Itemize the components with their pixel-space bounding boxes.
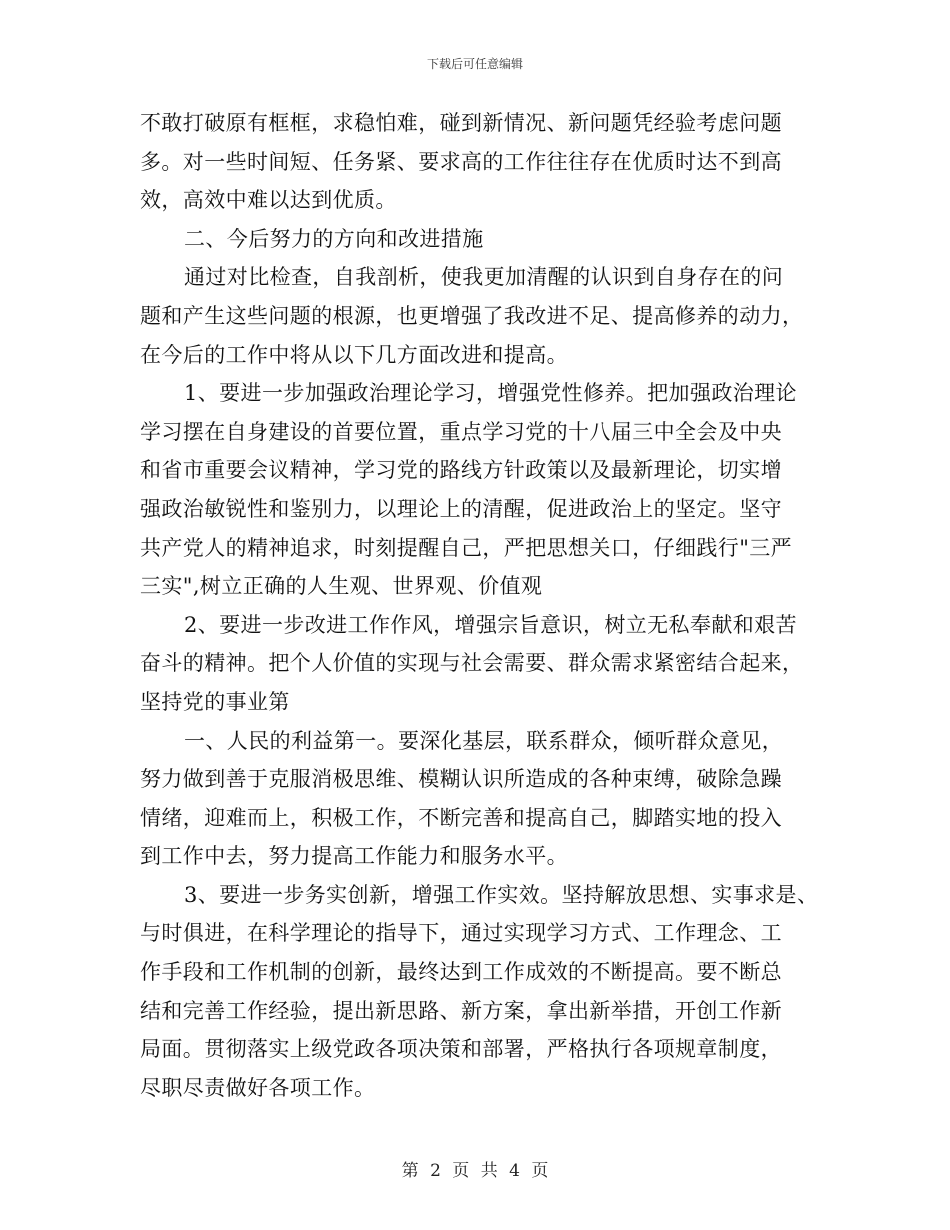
text-line: 努力做到善于克服消极思维、模糊认识所造成的各种束缚，破除急躁	[140, 767, 782, 792]
text-line: 共产党人的精神追求，时刻提醒自己，严把思想关口，仔细践行"三严	[140, 535, 793, 560]
text-line: 奋斗的精神。把个人价值的实现与社会需要、群众需求紧密结合起来，	[140, 651, 804, 676]
text-line: 1、要进一步加强政治理论学习，增强党性修养。把加强政治理论	[184, 381, 797, 406]
text-line: 多。对一些时间短、任务紧、要求高的工作往往存在优质时达不到高	[140, 149, 782, 174]
text-line: 3、要进一步务实创新，增强工作实效。坚持解放思想、实事求是、	[184, 882, 819, 907]
text-line: 结和完善工作经验，提出新思路、新方案，拿出新举措，开创工作新	[140, 998, 782, 1023]
text-line: 到工作中去，努力提高工作能力和服务水平。	[140, 844, 568, 869]
page-number-footer: 第 2 页 共 4 页	[401, 1161, 549, 1181]
text-line: 学习摆在自身建设的首要位置，重点学习党的十八届三中全会及中央	[140, 419, 782, 444]
text-line: 作手段和工作机制的创新，最终达到工作成效的不断提高。要不断总	[140, 960, 782, 985]
text-line: 情绪，迎难而上，积极工作，不断完善和提高自己，脚踏实地的投入	[140, 805, 782, 830]
header-note: 下载后可任意编辑	[426, 57, 523, 71]
text-line: 坚持党的事业第	[140, 689, 290, 714]
text-line: 题和产生这些问题的根源，也更增强了我改进不足、提高修养的动力，	[140, 303, 804, 328]
text-line: 二、今后努力的方向和改进措施	[184, 226, 484, 251]
text-line: 一、人民的利益第一。要深化基层，联系群众，倾听群众意见，	[184, 728, 784, 753]
text-line: 不敢打破原有框框，求稳怕难，碰到新情况、新问题凭经验考虑问题	[140, 111, 782, 135]
text-line: 效，高效中难以达到优质。	[140, 188, 397, 213]
text-line: 在今后的工作中将从以下几方面改进和提高。	[140, 342, 568, 367]
text-line: 尽职尽责做好各项工作。	[140, 1075, 376, 1100]
text-line: 与时俱进，在科学理论的指导下，通过实现学习方式、工作理念、工	[140, 921, 782, 946]
text-line: 2、要进一步改进工作作风，增强宗旨意识，树立无私奉献和艰苦	[184, 612, 797, 637]
text-line: 局面。贯彻落实上级党政各项决策和部署，严格执行各项规章制度，	[140, 1037, 782, 1062]
text-line: 和省市重要会议精神，学习党的路线方针政策以及最新理论，切实增	[140, 458, 782, 483]
document-body	[140, 104, 840, 1107]
text-line: 通过对比检查，自我剖析，使我更加清醒的认识到自身存在的问	[184, 265, 784, 290]
text-line: 三实",树立正确的人生观、世界观、价值观	[140, 574, 543, 599]
text-line: 强政治敏锐性和鉴别力，以理论上的清醒，促进政治上的坚定。坚守	[140, 496, 782, 521]
